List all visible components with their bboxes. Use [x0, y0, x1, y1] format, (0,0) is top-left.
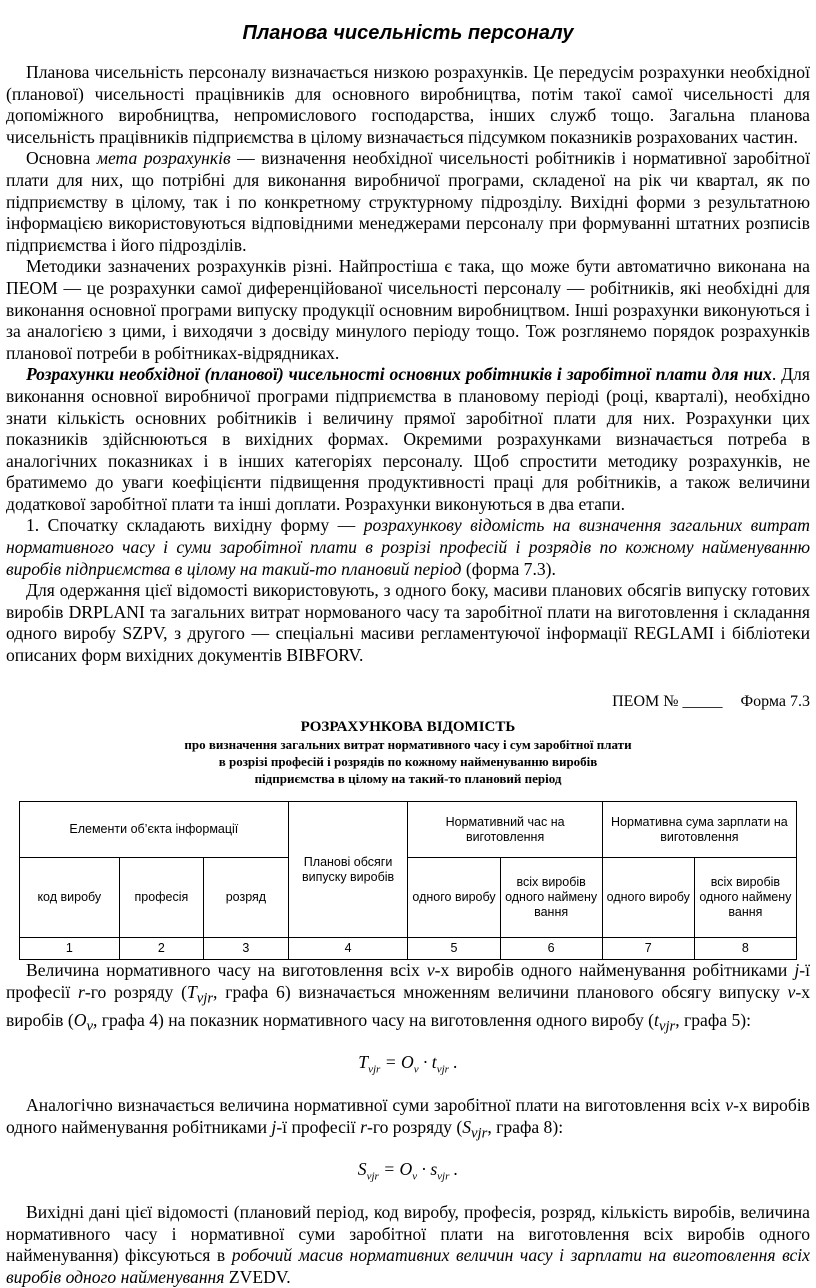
text-run: , графа 8):	[487, 1116, 564, 1137]
header-pay-all: всіх виробів одного наймену вання	[694, 858, 796, 938]
page-title: Планова чисельність персоналу	[242, 22, 574, 44]
paragraph-7	[6, 960, 810, 1038]
body-text	[6, 62, 810, 1288]
var-subscript: v	[412, 1170, 418, 1183]
formula-pay	[6, 1159, 810, 1188]
text-run: , графа 6) визначається множенням величини планового обсягу випуску	[213, 981, 788, 1002]
text-run: -го розряду (	[366, 1116, 463, 1137]
var-subscript: v	[86, 1018, 93, 1035]
var: O	[73, 1009, 87, 1030]
emphasis: розрахункову відомість на визначення загальних витрат нормативного часу і суми заробітної плати в розрізі професій і розрядів по кожному найменуванню виробів підприємства в цілому на такий-то плановий період	[6, 515, 811, 579]
paragraph-5	[6, 515, 810, 580]
text-run: -х виробів (	[6, 981, 811, 1030]
statement-table	[19, 801, 797, 960]
text-run: Аналогічно визначається величина нормативної суми заробітної плати на виготовлення всіх	[26, 1095, 726, 1116]
var-subscript: vjr	[196, 990, 214, 1007]
form-label-line	[6, 691, 810, 713]
statement-subtitle-3: підприємства в цілому на такий-то плановий період	[254, 771, 562, 787]
paragraph-9	[6, 1202, 810, 1288]
var: j	[271, 1116, 277, 1137]
var-subscript: vjr	[471, 1125, 488, 1142]
var: S	[357, 1158, 367, 1179]
column-number: 2	[119, 938, 204, 960]
var-subscript: vjr	[437, 1170, 450, 1183]
var: t	[431, 1052, 437, 1073]
header-pay-one: одного виробу	[602, 858, 694, 938]
formula-time	[6, 1052, 810, 1081]
text-run: ZVEDV.	[224, 1266, 291, 1287]
header-profession: професія	[119, 858, 204, 938]
header-time-all: всіх виробів одного наймену вання	[500, 858, 602, 938]
column-number: 7	[602, 938, 694, 960]
header-time: Нормативний час на виготовлення	[408, 802, 602, 858]
header-rank: розряд	[204, 858, 289, 938]
header-time-one: одного виробу	[408, 858, 500, 938]
header-pay: Нормативна сума зарплати на виготовлення	[602, 802, 796, 858]
text-run: (форма 7.3).	[461, 558, 556, 579]
var: O	[399, 1158, 413, 1179]
text-run: Величина нормативного часу на виготовлення всіх	[26, 960, 427, 981]
section-heading: Розрахунки необхідної (планової) чисельності основних робітників і заробітної плати для них	[26, 364, 772, 385]
operator: =	[380, 1052, 401, 1073]
paragraph-6: Для одержання цієї відомості використовують, з одного боку, масиви планових обсягів випуску готових виробів DRPLANI та загальних витрат нормованого часу та заробітної плати на виготовлення і складання одного виробу SZPV, з другого — спеціальні масиви регламентуючої інформації REGLAMI і бібліотеки описаних форм вихідних документів BIBFORV.	[6, 580, 810, 666]
var: r	[78, 981, 85, 1002]
text-run: Основна	[26, 148, 97, 169]
column-number: 6	[500, 938, 602, 960]
text-run: -ї професії	[6, 960, 810, 1002]
var: s	[430, 1158, 438, 1179]
var: r	[360, 1116, 367, 1137]
var-subscript: vjr	[658, 1018, 676, 1035]
statement-title: РОЗРАХУНКОВА ВІДОМІСТЬ	[300, 719, 516, 736]
var: v	[426, 960, 435, 981]
operator: ·	[418, 1052, 432, 1073]
var: t	[654, 1009, 659, 1030]
paragraph-8	[6, 1095, 810, 1145]
column-number: 8	[694, 938, 796, 960]
var-subscript: vjr	[366, 1170, 379, 1183]
column-number: 1	[20, 938, 120, 960]
header-code: код виробу	[20, 858, 120, 938]
var: v	[787, 981, 796, 1002]
text-run: 1. Спочатку складають вихідну форму —	[26, 515, 364, 536]
statement-subtitle-2: в розрізі професій і розрядів по кожному найменуванню виробів	[218, 754, 598, 770]
text-run: , графа 5):	[675, 1009, 751, 1030]
var: O	[400, 1052, 414, 1073]
var-subscript: v	[413, 1063, 419, 1076]
statement-subtitle-1: про визначення загальних витрат нормативного часу і сум заробітної плати	[184, 737, 632, 753]
text-run: -х виробів одного найменування робітниками	[434, 960, 795, 981]
form-label: ПЕОМ № _____	[612, 692, 723, 710]
header-planned: Планові обсяги випуску виробів	[288, 802, 408, 938]
var: j	[794, 960, 800, 981]
var: v	[725, 1095, 734, 1116]
column-number: 4	[288, 938, 408, 960]
operator: .	[448, 1052, 458, 1073]
text-run: -х виробів одного найменування робітниками	[6, 1095, 810, 1137]
column-number: 3	[204, 938, 289, 960]
paragraph-4	[6, 364, 810, 515]
text-run: Вихідні дані цієї відомості (плановий період, код виробу, професія, розряд, кількість виробів, величина нормативного часу і нормативної суми заробітної плати на виготовлення всіх виробів одного найменування) фіксуються в	[6, 1201, 810, 1266]
var: T	[186, 981, 197, 1002]
form-number: Форма 7.3	[740, 692, 810, 710]
var-subscript: vjr	[368, 1063, 381, 1076]
column-number: 5	[408, 938, 500, 960]
operator: =	[378, 1158, 400, 1179]
emphasis: робочий масив нормативних величин часу і зарплати на виготовлення всіх виробів одного найменування	[6, 1245, 810, 1287]
text-run: -го розряду (	[84, 981, 187, 1002]
paragraph-3: Методики зазначених розрахунків різні. Найпростіша є така, що може бути автоматично виконана на ПЕОМ — це розрахунки самої диференційованої чисельності персоналу — робітників, які необхідні для виконання основної програми випуску продукції основним виробництвом. Інші розрахунки виконуються і за аналогією з цими, і виходячи з досвіду минулого періоду тощо. Тож розглянемо порядок розрахунків планової потреби в робітниках-відрядниках.	[6, 256, 810, 363]
operator: .	[449, 1158, 459, 1179]
text-run: . Для виконання основної виробничої програми підприємства в плановому періоді (році, кварталі), необхідно знати кількість основних робітників і величину прямої заробітної плати для них. Розрахунки цих показників здійснюються в вихідних формах. Окремими розрахунками визначається потреба в аналогічних показниках і в інших категоріях персоналу. Щоб спростити методику розрахунків, не братимемо до уваги коефіцієнти підвищення продуктивності праці для робітників, а також величини додаткової заробітної плати та інші доплати. Розрахунки виконуються в два етапи.	[6, 364, 811, 514]
paragraph-2	[6, 148, 810, 256]
operator: ·	[417, 1158, 431, 1179]
text-run: — визначення необхідної чисельності робітників і нормативної заробітної плати для них, що потрібні для виконання виробничої програми, складеної на рік чи квартал, як по підприємству в цілому, так і по конкретному структурному підрозділу. Вихідні форми з результатною інформацією використовуються відповідними менеджерами персоналу при формуванні штатних розписів підприємства і його підрозділів.	[6, 148, 810, 255]
text-run: -ї професії	[276, 1116, 361, 1137]
var-subscript: vjr	[436, 1063, 449, 1076]
header-elements: Елементи об’єкта інформації	[20, 802, 289, 858]
var: S	[462, 1116, 472, 1137]
paragraph-1: Планова чисельність персоналу визначається низкою розрахунків. Це передусім розрахунки необхідної (планової) чисельності працівників для основного виробництва, потім такої самої чисельності для допоміжного виробництва, непромислового господарства, інших служб тощо. Загальна планова чисельність працівників підприємства в цілому визначається підсумком показників розрахованих частин.	[6, 62, 810, 147]
text-run: , графа 4) на показник нормативного часу на виготовлення одного виробу (	[92, 1009, 655, 1030]
emphasis: мета розрахунків	[96, 148, 231, 169]
var: T	[358, 1052, 369, 1073]
